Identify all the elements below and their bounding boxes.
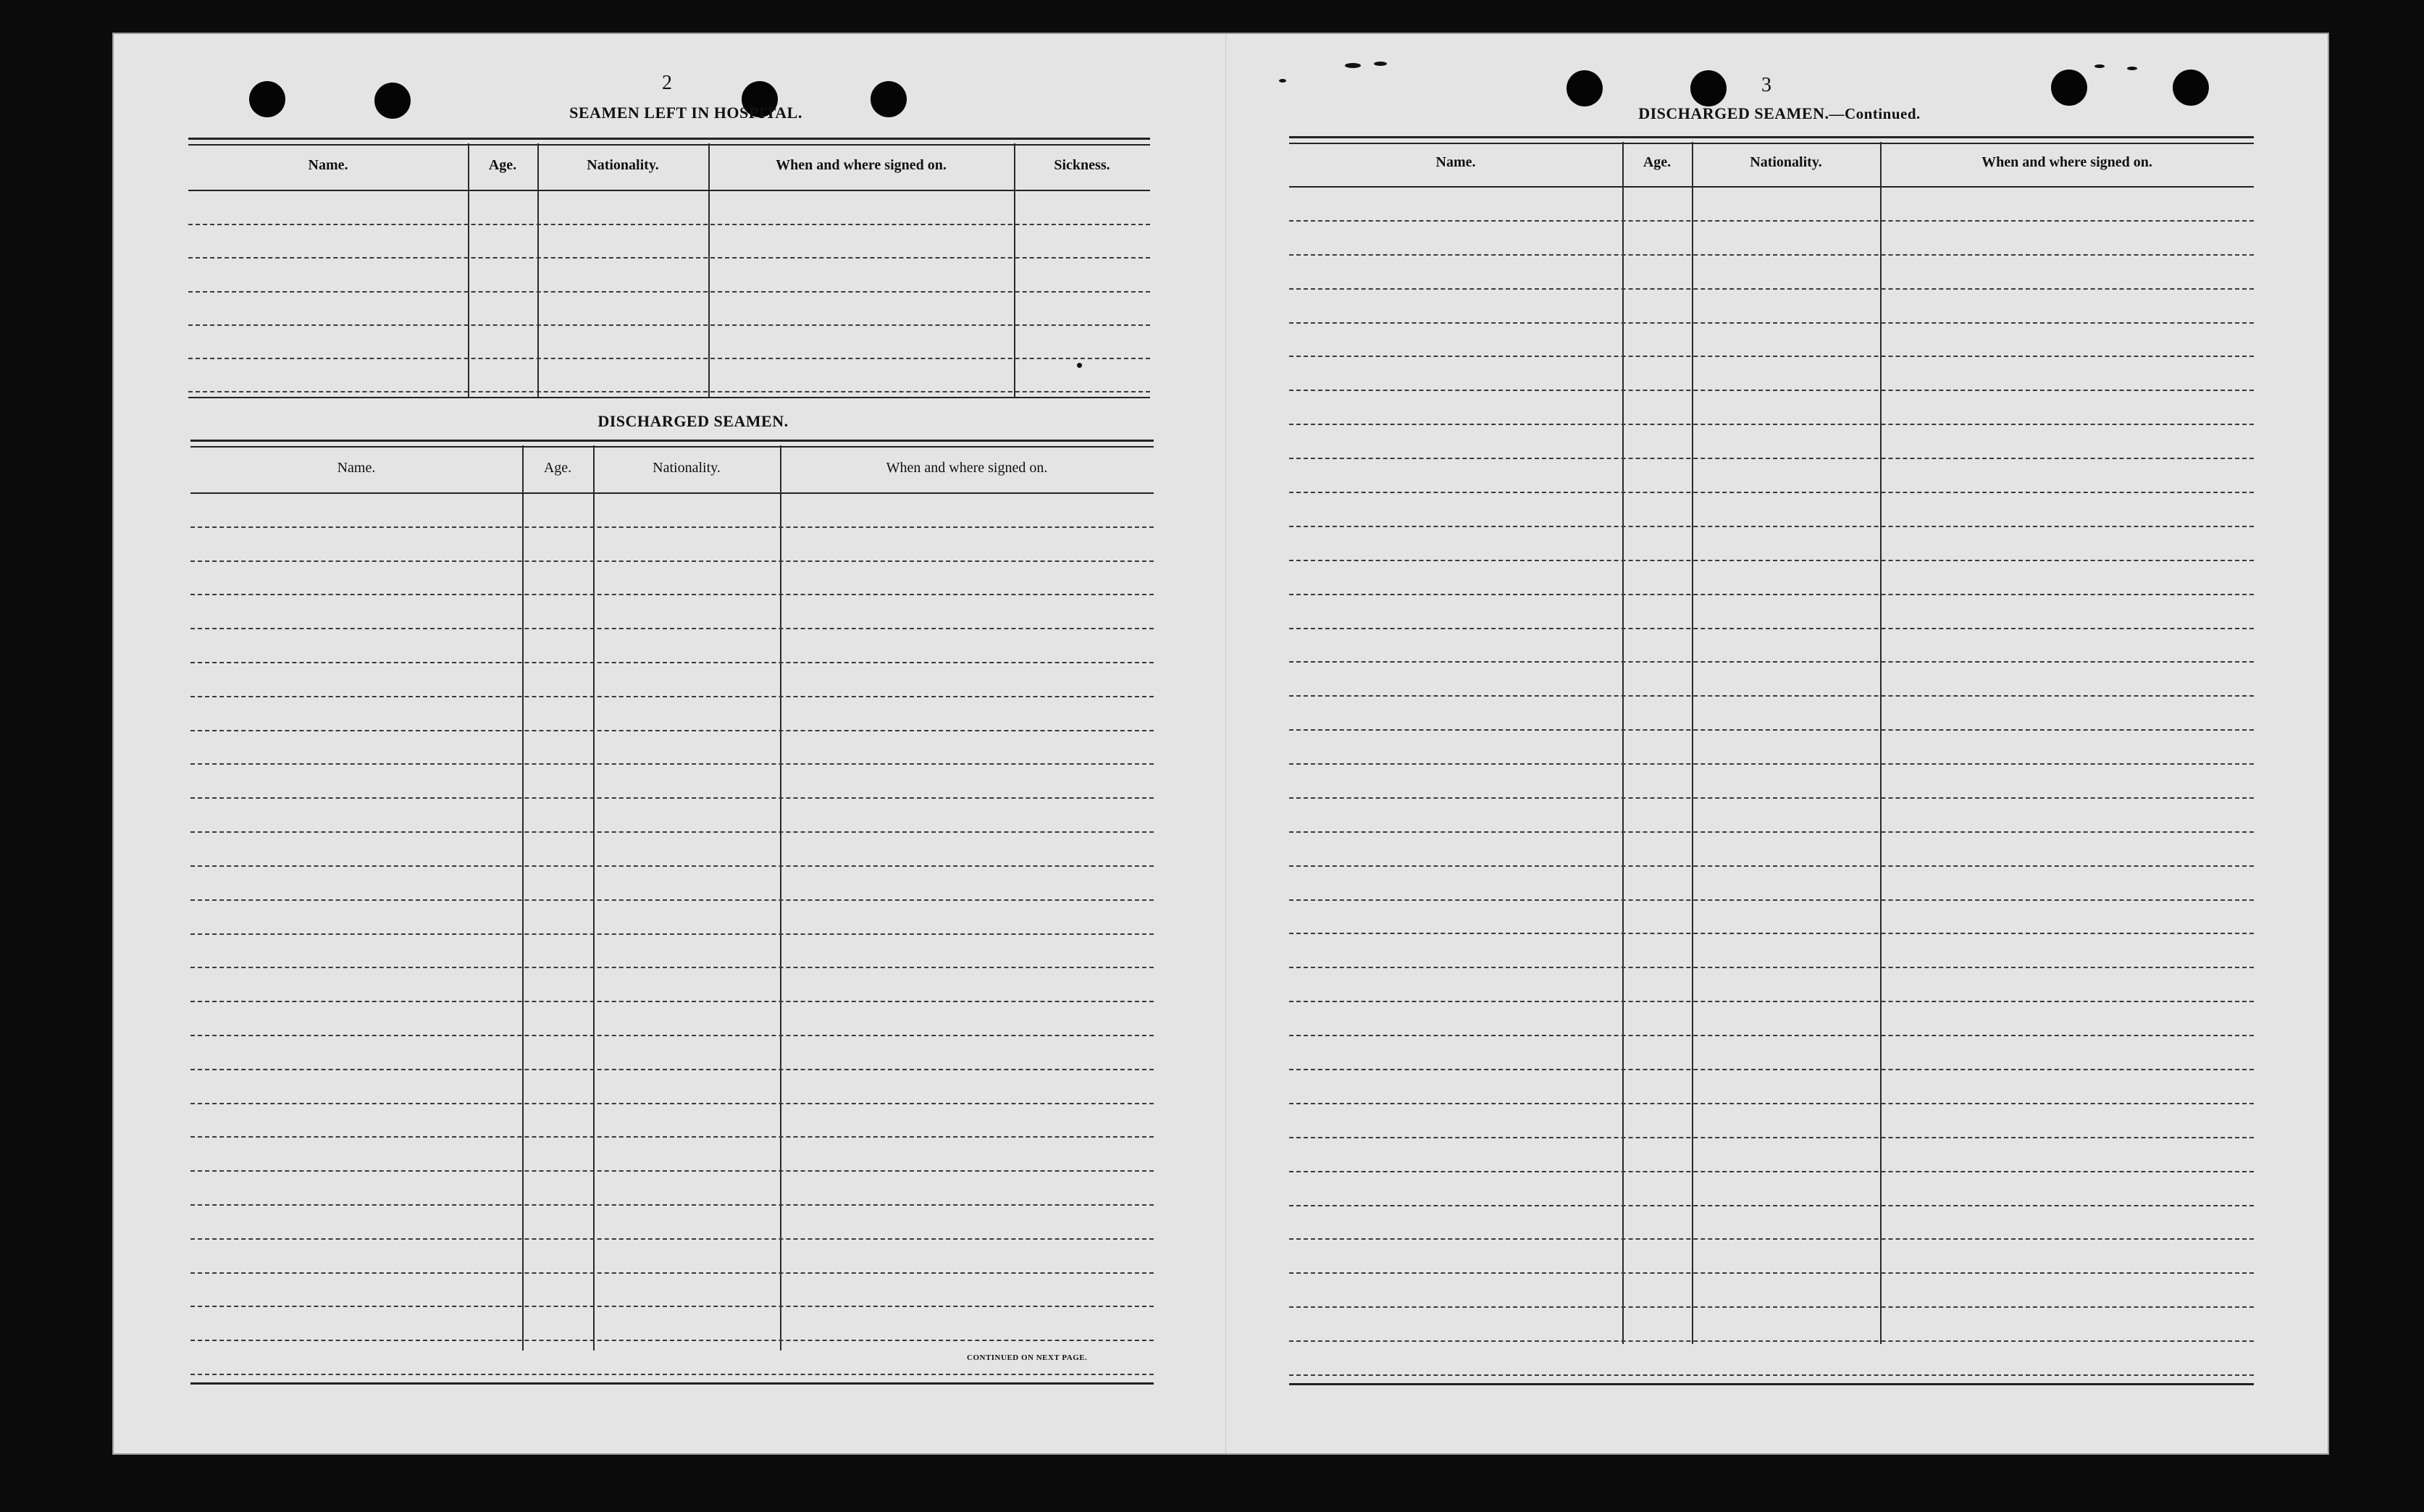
column-header-age: Age.: [488, 157, 517, 173]
table-row: [1289, 560, 2254, 561]
title-text: DISCHARGED SEAMEN.: [1638, 104, 1829, 122]
column-header-when-where: When and where signed on.: [886, 460, 1048, 476]
column-header-nationality: Nationality.: [653, 460, 721, 476]
ledger-sheet: [112, 33, 2329, 1455]
table-row: [1289, 492, 2254, 493]
column-header-age: Age.: [1643, 154, 1672, 170]
table-row: [188, 391, 1150, 392]
table-row: [188, 257, 1150, 259]
table-row: [1289, 1306, 2254, 1308]
title-suffix: —Continued.: [1829, 105, 1921, 122]
table-row: [1289, 1035, 2254, 1036]
table-row: [190, 560, 1154, 562]
punch-hole: [1690, 70, 1727, 106]
table-row: [190, 763, 1154, 765]
table-row: [190, 594, 1154, 595]
table-row: [1289, 729, 2254, 731]
table-row: [1289, 1374, 2254, 1376]
discharged-section-title: DISCHARGED SEAMEN.: [597, 412, 789, 430]
ink-speck: [1345, 63, 1361, 68]
punch-hole: [249, 81, 285, 117]
table-row: [1289, 1103, 2254, 1104]
table-row: [188, 224, 1150, 225]
table-row: [1289, 526, 2254, 527]
table-row: [1289, 763, 2254, 765]
column-header-sickness: Sickness.: [1054, 157, 1110, 173]
table-bottom-border: [190, 1382, 1154, 1385]
table-row: [1289, 254, 2254, 256]
header-underline: [188, 190, 1150, 191]
table-row: [1289, 831, 2254, 833]
punch-hole: [374, 83, 411, 119]
header-underline: [1289, 186, 2254, 188]
hospital-table: [188, 138, 1150, 434]
table-row: [190, 899, 1154, 901]
table-row: [188, 291, 1150, 293]
discharged-continued-title: [1562, 104, 1997, 123]
table-row: [1289, 661, 2254, 663]
table-row: [190, 933, 1154, 935]
continued-note: CONTINUED ON NEXT PAGE.: [967, 1353, 1088, 1362]
table-row: [190, 865, 1154, 867]
table-row: [1289, 424, 2254, 425]
column-divider: [780, 445, 781, 1351]
table-row: [1289, 933, 2254, 934]
table-top-border: [188, 138, 1150, 146]
table-row: [190, 1204, 1154, 1206]
table-row: [1289, 695, 2254, 697]
table-row: [190, 628, 1154, 629]
table-row: [1289, 1137, 2254, 1138]
table-row: [1289, 865, 2254, 867]
table-top-border: [190, 440, 1154, 448]
table-row: [1289, 628, 2254, 629]
table-row: [1289, 1171, 2254, 1172]
table-row: [1289, 967, 2254, 968]
table-row: [190, 1306, 1154, 1307]
table-row: [1289, 594, 2254, 595]
table-row: [190, 1001, 1154, 1002]
table-row: [188, 324, 1150, 326]
punch-hole: [871, 81, 907, 117]
table-row: [1289, 220, 2254, 222]
table-row: [1289, 288, 2254, 290]
column-divider: [522, 445, 524, 1351]
punch-hole: [2051, 70, 2087, 106]
table-row: [1289, 1272, 2254, 1274]
table-row: [1289, 322, 2254, 324]
column-header-when-where: When and where signed on.: [776, 157, 947, 173]
column-header-nationality: Nationality.: [587, 157, 659, 173]
table-top-border: [1289, 136, 2254, 144]
table-row: [190, 1374, 1154, 1375]
table-row: [190, 1340, 1154, 1341]
table-row: [1289, 1205, 2254, 1206]
discharged-table-left: [190, 440, 1154, 1388]
table-row: [1289, 899, 2254, 901]
table-row: [1289, 390, 2254, 391]
hospital-section-title: SEAMEN LEFT IN HOSPITAL.: [569, 104, 802, 122]
table-row: [190, 831, 1154, 833]
table-row: [190, 1272, 1154, 1274]
page-number: 2: [662, 72, 672, 94]
table-row: [190, 797, 1154, 799]
ink-speck: [2094, 64, 2105, 68]
table-row: [188, 358, 1150, 359]
punch-hole: [1567, 70, 1603, 106]
table-row: [190, 526, 1154, 528]
table-row: [1289, 1238, 2254, 1240]
table-row: [1289, 797, 2254, 799]
table-row: [190, 1069, 1154, 1070]
section-divider: [188, 397, 1150, 398]
column-header-nationality: Nationality.: [1750, 154, 1822, 170]
table-row: [190, 1238, 1154, 1240]
column-header-name: Name.: [337, 460, 376, 476]
table-row: [190, 730, 1154, 731]
page-fold: [1225, 34, 1226, 1453]
ink-speck: [2127, 67, 2137, 70]
table-row: [190, 1035, 1154, 1036]
header-underline: [190, 492, 1154, 494]
column-header-age: Age.: [543, 460, 572, 476]
column-divider: [593, 445, 595, 1351]
ink-speck: [1279, 79, 1286, 83]
table-row: [1289, 1069, 2254, 1070]
table-row: [190, 1103, 1154, 1104]
column-header-when-where: When and where signed on.: [1981, 154, 2152, 170]
table-bottom-border: [1289, 1383, 2254, 1385]
table-row: [190, 696, 1154, 697]
table-row: [1289, 1001, 2254, 1002]
table-row: [1289, 356, 2254, 357]
discharged-table-right: [1289, 136, 2254, 1396]
table-row: [190, 1136, 1154, 1138]
table-row: [190, 1170, 1154, 1172]
table-row: [190, 967, 1154, 968]
table-row: [190, 662, 1154, 663]
column-header-name: Name.: [1435, 154, 1476, 170]
ink-speck: [1374, 62, 1387, 66]
page-number: 3: [1761, 74, 1771, 96]
table-row: [1289, 458, 2254, 459]
column-header-name: Name.: [308, 157, 348, 173]
punch-hole: [2173, 70, 2209, 106]
table-row: [1289, 1340, 2254, 1342]
